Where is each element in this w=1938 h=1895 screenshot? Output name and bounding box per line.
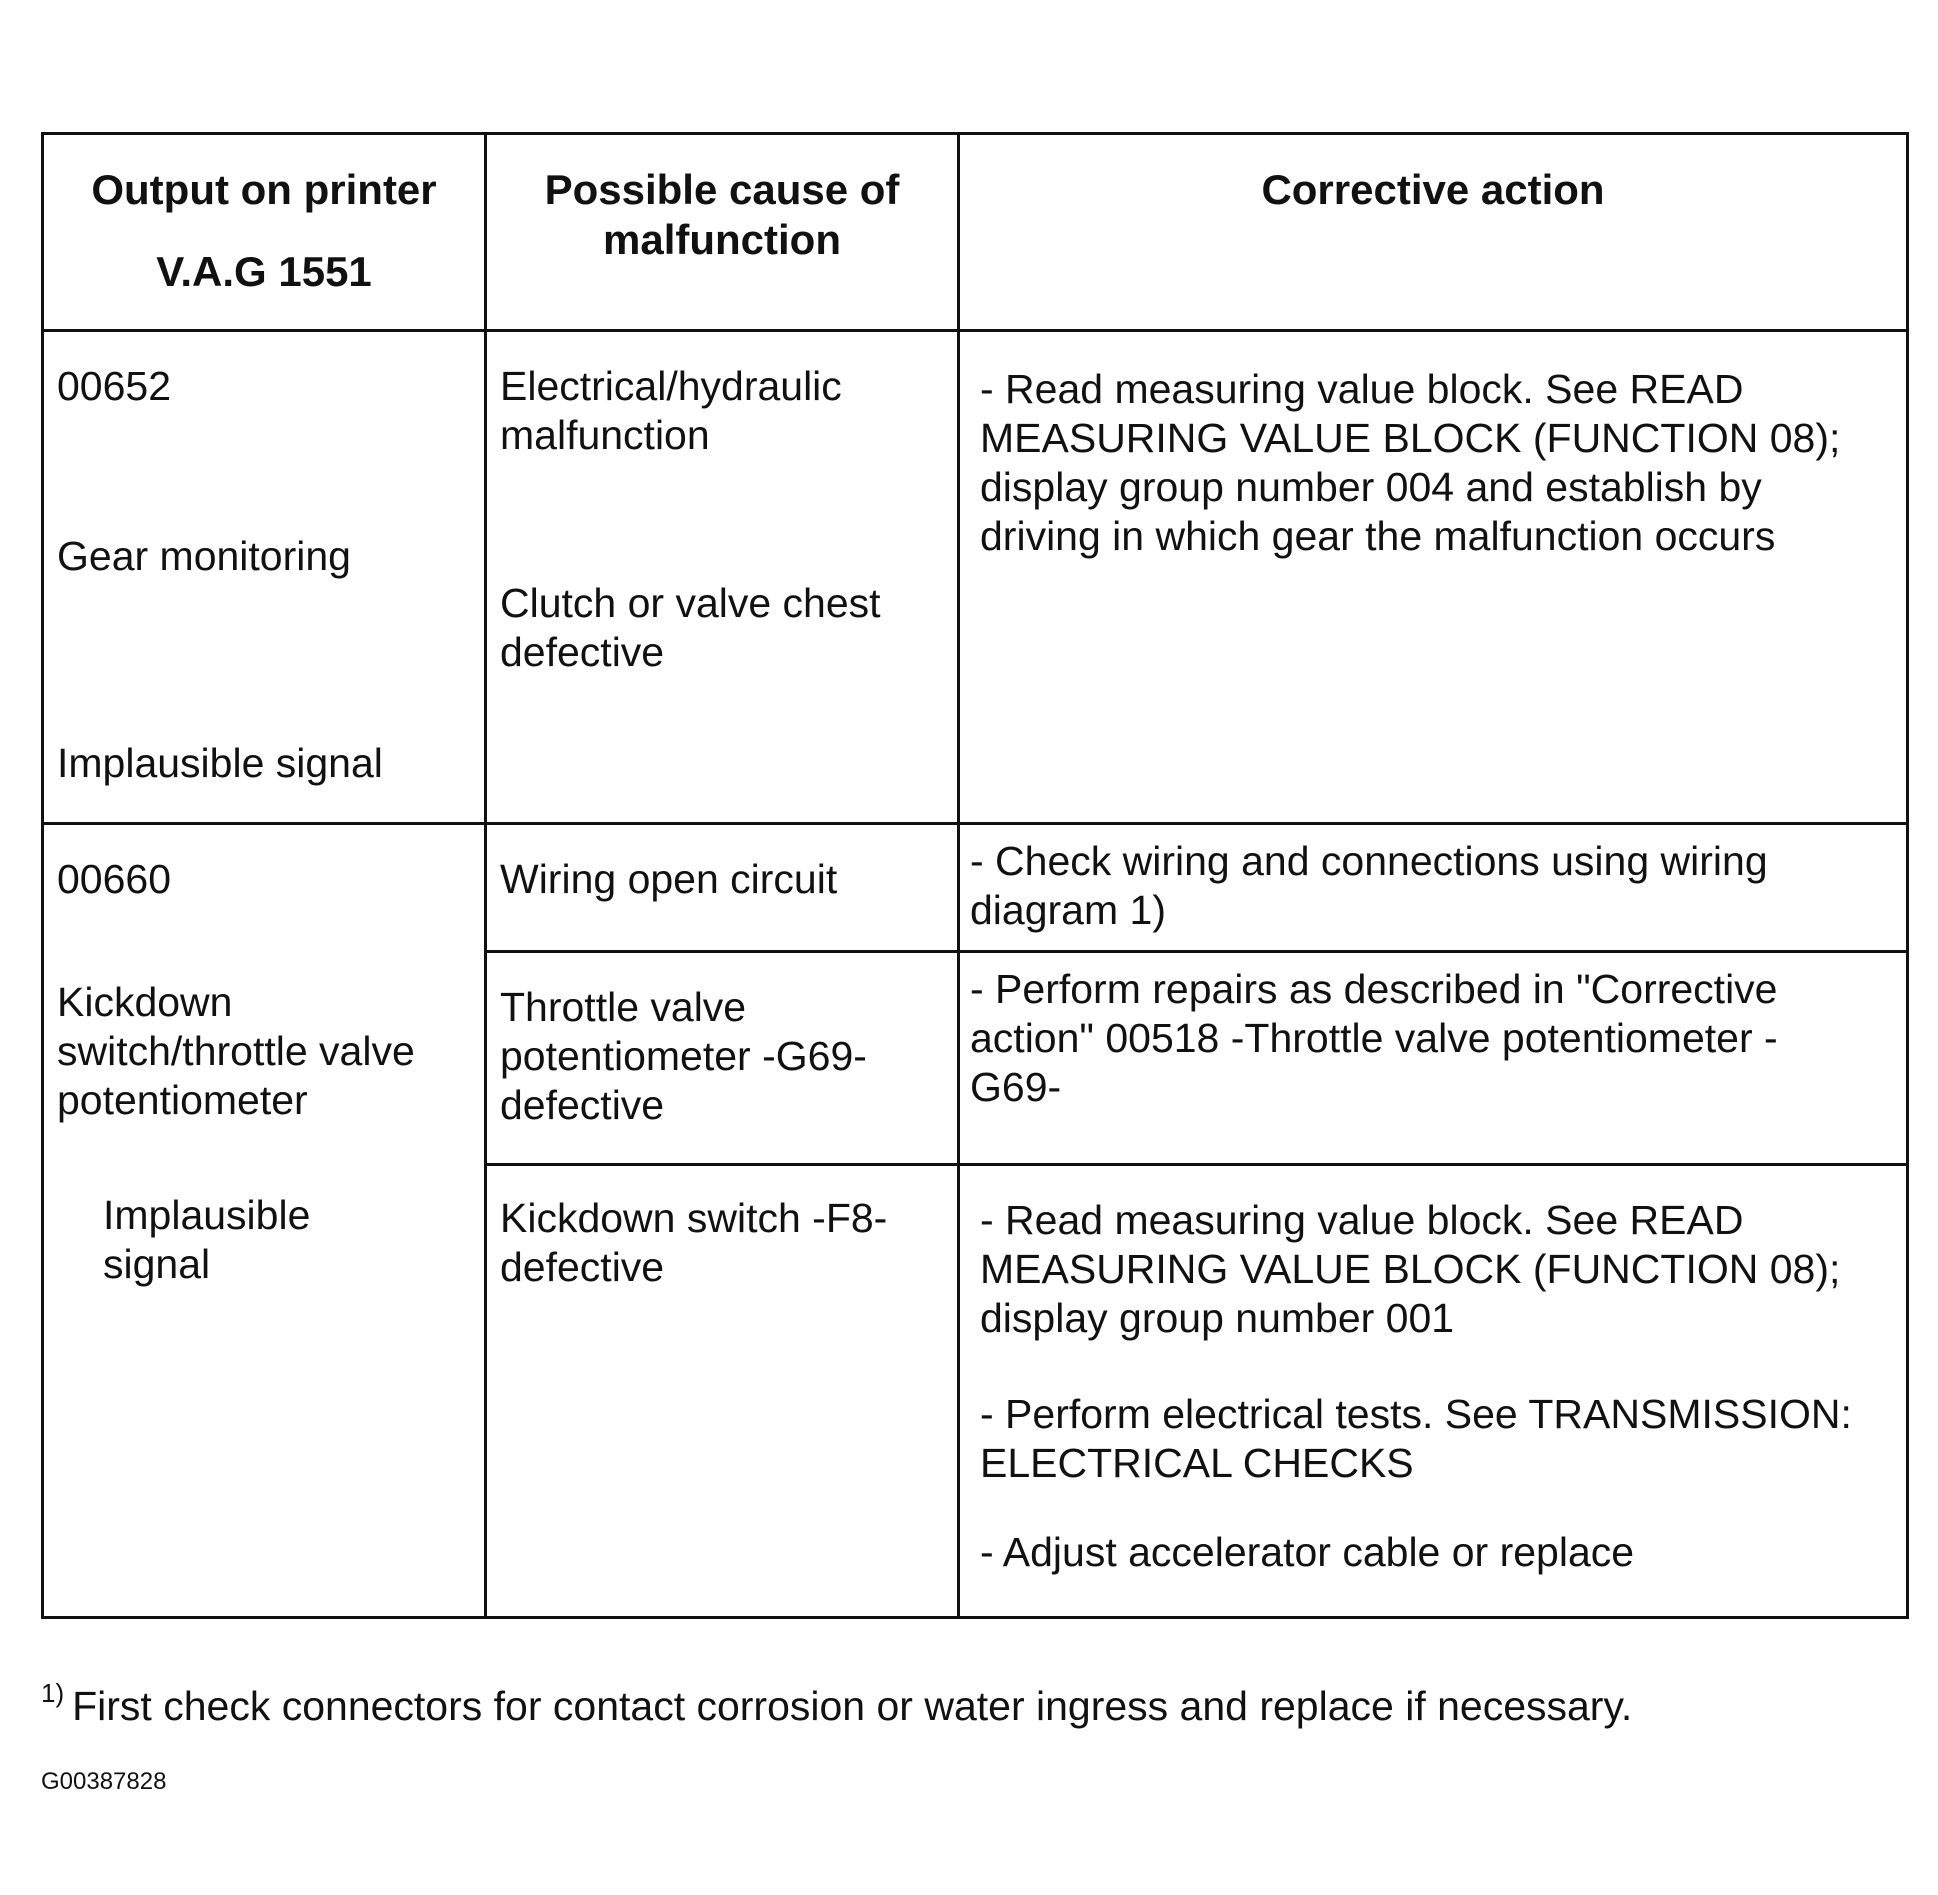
footnote-marker: 1) — [41, 1678, 65, 1708]
row2a-cause-cell — [486, 824, 959, 952]
header-output-on-printer — [43, 134, 486, 331]
row2c-action-3: - Adjust accelerator cable or replace — [980, 1529, 1635, 1575]
header-corrective-action: Corrective action — [959, 134, 1908, 331]
row2-component: Kickdown switch/throttle valve potentiometer — [57, 979, 415, 1123]
row2a-action: - Check wiring and connections using wiring diagram 1) — [970, 838, 1768, 933]
footnote-text: First check connectors for contact corrosion or water ingress and replace if necessary. — [72, 1683, 1633, 1729]
row2b-cause: Throttle valve potentiometer -G69- defective — [500, 984, 867, 1128]
table-row — [43, 331, 1908, 824]
row2c-cause-cell — [486, 1165, 959, 1618]
row2-output-cell — [43, 824, 486, 1618]
row1-cause-2: Clutch or valve chest defective — [500, 580, 881, 675]
header-row — [43, 134, 1908, 331]
row2-condition: Implausible signal — [103, 1192, 311, 1287]
row2c-action-2: - Perform electrical tests. See TRANSMISSION: ELECTRICAL CHECKS — [980, 1391, 1852, 1486]
row2a-action-cell — [959, 824, 1908, 952]
row1-code: 00652 — [57, 363, 172, 409]
row1-condition: Implausible signal — [57, 740, 383, 786]
row2a-cause: Wiring open circuit — [500, 856, 838, 902]
row2b-action: - Perform repairs as described in "Corrective action" 00518 -Throttle valve potentiometer - G69- — [970, 966, 1778, 1110]
row1-output-cell — [43, 331, 486, 824]
row2b-action-cell — [959, 952, 1908, 1165]
row1-component: Gear monitoring — [57, 533, 351, 579]
row2c-cause: Kickdown switch -F8- defective — [500, 1195, 888, 1290]
row1-cause-1: Electrical/hydraulic malfunction — [500, 363, 842, 458]
row2c-action-cell — [959, 1165, 1908, 1618]
document-id: G00387828 — [41, 1768, 167, 1795]
header-col1-line1: Output on printer — [91, 166, 437, 213]
row2c-action-1: - Read measuring value block. See READ MEASURING VALUE BLOCK (FUNCTION 08); display group number 001 — [980, 1197, 1841, 1341]
diagnostic-table — [41, 132, 1909, 1619]
row2-code: 00660 — [57, 856, 172, 902]
row1-action-cell — [959, 331, 1908, 824]
header-col1-line2: V.A.G 1551 — [156, 248, 372, 295]
row1-action: - Read measuring value block. See READ MEASURING VALUE BLOCK (FUNCTION 08); display group number 004 and establish by driving in which gear the malfunction occurs — [980, 366, 1841, 559]
footnote — [41, 1668, 1632, 1731]
row2b-cause-cell — [486, 952, 959, 1165]
header-possible-cause: Possible cause of malfunction — [486, 134, 959, 331]
row1-cause-cell — [486, 331, 959, 824]
table-row — [43, 824, 1908, 952]
